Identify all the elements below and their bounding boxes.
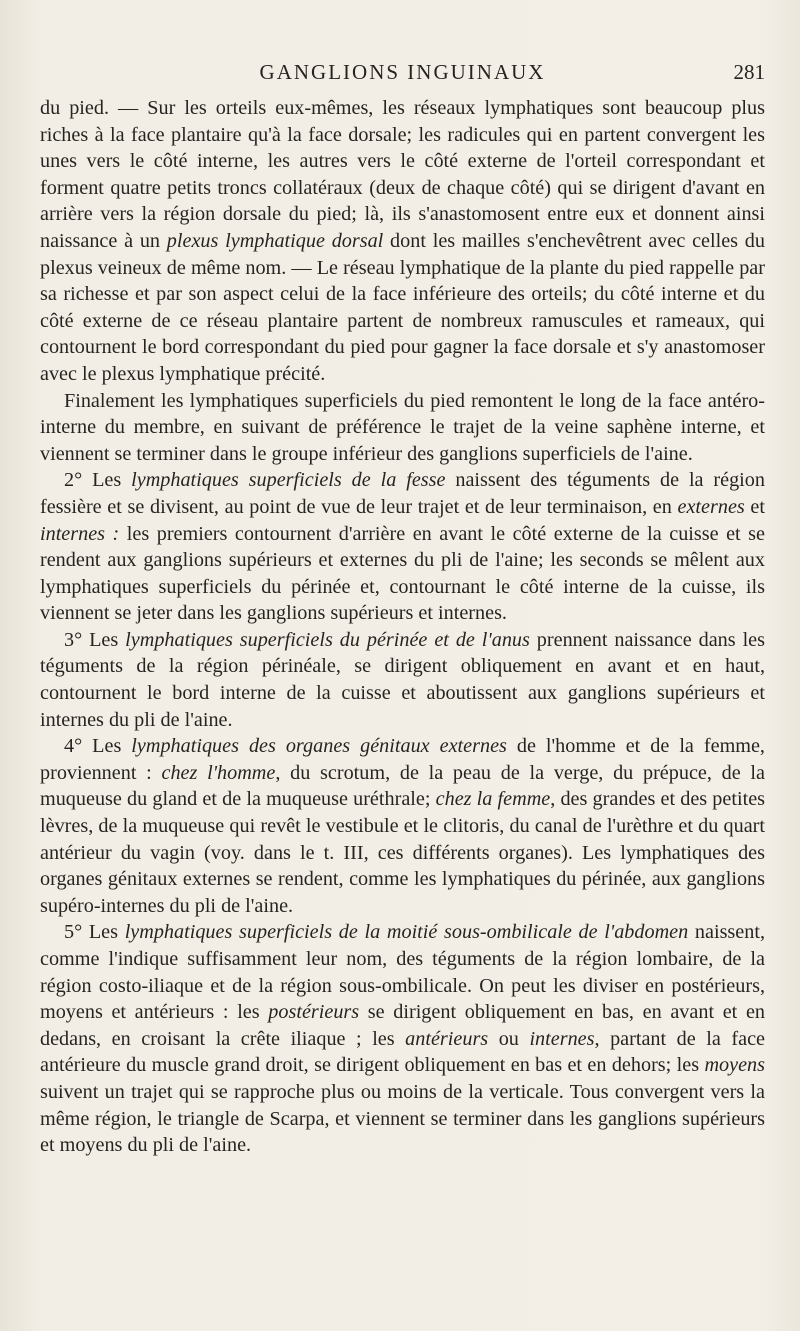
text-run: naissent, comme l'indique suffisamment leur nom, des téguments de la région lombaire, de la région costo-iliaque et de la région sous-ombilicale. On peut les diviser en postérieurs, moyens et antérieurs : les xyxy=(40,921,765,1024)
text-run: et xyxy=(744,495,765,518)
text-run: , des grandes et des petites lèvres, de la muqueuse qui revêt le vestibule et le clitoris, du canal de l'urèthre et du quart antérieur du vagin (voy. dans le t. III, ces différents organes). Les lymphatiques des organes génitaux externes se rendent, comme les lymphatiques du périnée, aux ganglions supéro-internes du pli de l'aine. xyxy=(40,788,766,917)
paragraph-foot-lymphatics xyxy=(40,95,765,388)
paragraph-abdomen-lymphatics xyxy=(40,919,765,1158)
text-run: , du scrotum, de la peau de la verge, du prépuce, de la muqueuse du gland et de la muqueuse uréthrale; xyxy=(40,761,765,811)
text-run: les premiers contournent d'arrière en avant le côté externe de la cuisse et se rendent aux ganglions supérieurs et externes du pli de l'aine; les seconds se mêlent aux lymphatiques superficiels du périnée et, contournant le côté interne de la cuisse, ils viennent se jeter dans les ganglions supérieurs et internes. xyxy=(40,522,765,625)
italic-term: plexus lymphatique dorsal xyxy=(166,229,384,252)
italic-term: postérieurs xyxy=(268,1001,360,1024)
text-run: naissent des téguments de la région fessière et se divisent, au point de vue de leur trajet et de leur terminaison, en xyxy=(40,469,765,518)
text-run: du pied. — Sur les orteils eux-mêmes, les réseaux lymphatiques sont beaucoup plus riches à la face plantaire qu'à la face dorsale; les radicules qui en partent convergent les unes vers le côté interne, les autres vers le côté externe de l'orteil correspondant et forment quatre petits troncs collatéraux (deux de chaque côté) qui se dirigent d'avant en arrière vers la région dorsale du pied; là, ils s'anastomosent entre eux et donnent ainsi naissance à un xyxy=(40,97,765,252)
italic-term: internes xyxy=(529,1027,595,1050)
paragraph-buttock-lymphatics xyxy=(40,467,765,627)
running-title: GANGLIONS INGUINAUX xyxy=(259,60,546,84)
page-number: 281 xyxy=(733,60,765,84)
italic-term: lymphatiques superficiels de la moitié sous-ombilicale de l'abdomen xyxy=(124,921,689,944)
italic-term: internes : xyxy=(40,522,120,545)
paragraph-superficial-foot: Finalement les lymphatiques superficiels du pied remontent le long de la face antéro-interne du membre, en suivant de préférence le trajet de la veine saphène interne, et viennent se terminer dans le groupe inférieur des ganglions superficiels de l'aine. xyxy=(40,389,765,465)
italic-term: moyens xyxy=(704,1054,765,1077)
text-run: dont les mailles s'enchevêtrent avec celles du plexus veineux de même nom. — Le réseau lymphatique de la plante du pied rappelle par sa richesse et par son aspect celui de la face inférieure des orteils; du côté interne et du côté externe de ce réseau plantaire partent de nombreux ramuscules et rameaux, qui contournent le bord correspondant du pied pour gagner la face dorsale et s'y anastomoser avec le plexus lymphatique précité. xyxy=(40,229,765,385)
paragraph-genital-lymphatics xyxy=(40,733,765,919)
italic-term: lymphatiques superficiels du périnée et de l'anus xyxy=(125,628,530,651)
text-run: , partant de la face antérieure du muscle grand droit, se dirigent obliquement en bas et en dehors; les xyxy=(40,1027,765,1077)
italic-term: lymphatiques superficiels de la fesse xyxy=(131,469,446,492)
italic-term: externes xyxy=(677,495,745,518)
text-run: ou xyxy=(488,1027,530,1050)
body-text xyxy=(40,95,765,1159)
italic-term: antérieurs xyxy=(405,1027,489,1050)
page-header xyxy=(40,60,765,90)
text-run: de l'homme et de la femme, proviennent : xyxy=(40,735,765,784)
text-run: 2° Les xyxy=(64,469,132,492)
text-run: prennent naissance dans les téguments de la région périnéale, se dirigent obliquement en avant et en haut, contournent le bord interne de la cuisse et aboutissent aux ganglions supérieurs et internes du pli de l'aine. xyxy=(40,628,765,731)
italic-term: lymphatiques des organes génitaux externes xyxy=(131,735,507,758)
italic-term: chez l'homme xyxy=(161,761,276,784)
text-run: 4° Les xyxy=(64,735,132,758)
text-run: 5° Les xyxy=(64,921,125,944)
text-run: se dirigent obliquement en bas, en avant et en dedans, en croisant la crête iliaque ; les xyxy=(40,1001,765,1050)
paragraph-perineum-lymphatics xyxy=(40,627,765,733)
text-run: 3° Les xyxy=(64,628,126,651)
italic-term: chez la femme xyxy=(435,788,551,811)
text-run: suivent un trajet qui se rapproche plus ou moins de la verticale. Tous convergent vers la même région, le triangle de Scarpa, et viennent se terminer dans les ganglions supérieurs et moyens du pli de l'aine. xyxy=(40,1080,765,1157)
